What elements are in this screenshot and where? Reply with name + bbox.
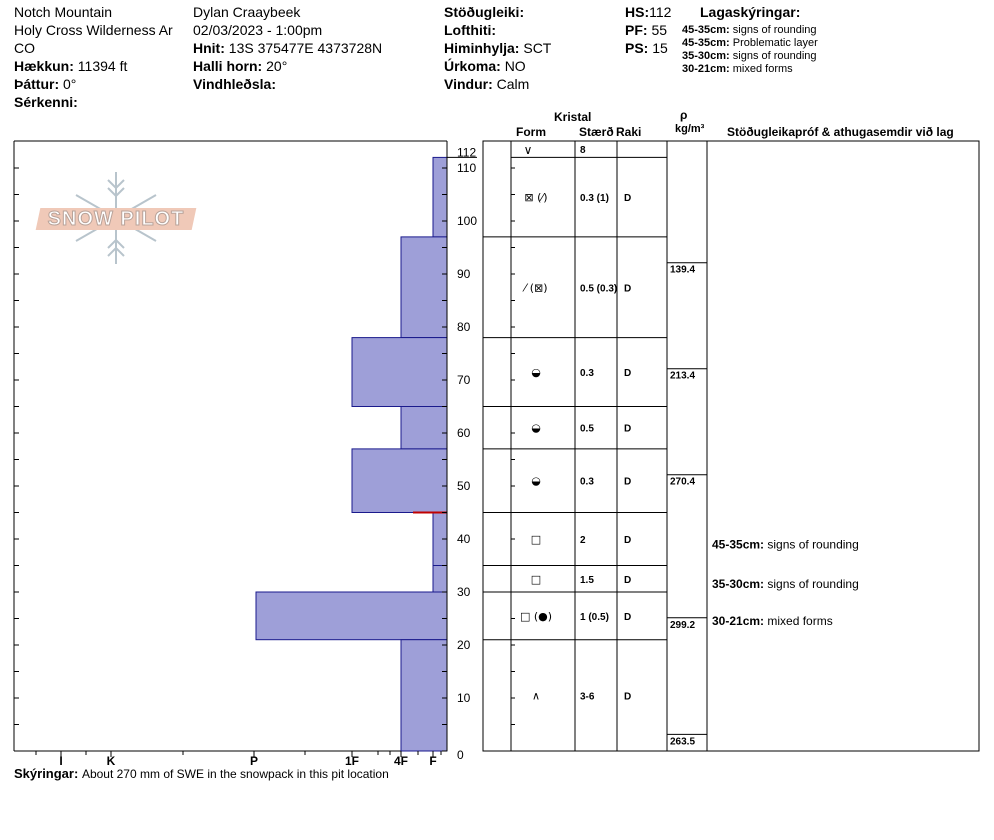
surface-form-icon: ∨ bbox=[523, 143, 533, 157]
hardness-bar bbox=[401, 237, 447, 338]
grain-size: 0.3 bbox=[580, 368, 594, 380]
density-value: 299.2 bbox=[670, 619, 696, 631]
aspect-label: Þáttur: bbox=[14, 76, 60, 92]
surface-size: 8 bbox=[580, 145, 586, 156]
grain-size: 2 bbox=[580, 535, 586, 546]
y-tick-label: 110 bbox=[457, 161, 477, 175]
slope-label: Halli horn: bbox=[193, 58, 263, 74]
col-density-unit: kg/m³ bbox=[675, 123, 705, 135]
y-tick-label: 80 bbox=[457, 320, 471, 334]
grain-form-icon: □ bbox=[530, 533, 542, 546]
hs-value: 112 bbox=[649, 4, 672, 20]
layer-comment-text: signs of rounding bbox=[767, 537, 859, 552]
y-tick-label: 70 bbox=[457, 373, 471, 387]
grain-form-icon: □ (●) bbox=[519, 609, 553, 623]
y-tick-label: 0 bbox=[457, 748, 464, 762]
layer-note-text: mixed forms bbox=[732, 63, 793, 75]
sky-value: SCT bbox=[523, 40, 552, 56]
y-tick-label: 90 bbox=[457, 267, 471, 281]
hardness-label: 1F bbox=[344, 754, 360, 768]
comments-label: Skýringar: bbox=[14, 766, 79, 781]
moisture: D bbox=[624, 368, 632, 380]
moisture: D bbox=[624, 476, 632, 488]
hardness-bar bbox=[352, 449, 447, 513]
grain-form-icon: ◒ bbox=[531, 366, 541, 380]
moisture: D bbox=[624, 423, 632, 435]
wind-value: Calm bbox=[496, 76, 530, 92]
coords-value: 13S 375477E 4373728N bbox=[228, 40, 383, 56]
hardness-label: P bbox=[249, 754, 259, 768]
layer-comment-range: 45-35cm: bbox=[712, 537, 768, 552]
y-tick-label: 60 bbox=[457, 426, 471, 440]
pf-value: 55 bbox=[651, 22, 668, 38]
y-tick-label: 50 bbox=[457, 479, 471, 493]
moisture: D bbox=[624, 691, 632, 703]
grain-size: 0.3 (1) bbox=[580, 193, 609, 205]
datetime: 02/03/2023 - 1:00pm bbox=[193, 22, 323, 38]
hardness-bar bbox=[256, 592, 447, 640]
moisture: D bbox=[624, 535, 632, 546]
layer-comment-text: mixed forms bbox=[767, 614, 833, 629]
layer-note-range: 35-30cm: bbox=[682, 50, 730, 62]
comments-text: About 270 mm of SWE in the snowpack in this pit location bbox=[81, 767, 389, 781]
sky-label: Himinhylja: bbox=[444, 40, 520, 56]
layer-comment-range: 30-21cm: bbox=[712, 614, 768, 629]
y-tick-label: 20 bbox=[457, 638, 471, 652]
density-value: 213.4 bbox=[670, 370, 696, 382]
logo-text: SNOW PILOT bbox=[47, 208, 185, 230]
footer-comments bbox=[14, 766, 389, 781]
layer-note-range: 30-21cm: bbox=[682, 63, 730, 75]
hs-label: HS: bbox=[625, 4, 650, 20]
col-size: Stærð bbox=[579, 125, 614, 139]
coords-label: Hnit: bbox=[193, 40, 225, 56]
hardness-bar bbox=[401, 407, 447, 449]
precip-label: Úrkoma: bbox=[444, 58, 501, 74]
grain-form-icon: ⁄ (⊠) bbox=[524, 281, 548, 295]
col-rho: ρ bbox=[680, 108, 688, 122]
layer-comment-range: 35-30cm: bbox=[712, 577, 768, 592]
elevation-value: 11394 ft bbox=[77, 58, 128, 74]
y-tick-label: 40 bbox=[457, 532, 471, 546]
grain-size: 0.5 bbox=[580, 423, 594, 435]
y-tick-label: 30 bbox=[457, 585, 471, 599]
aspect-value: 0° bbox=[63, 76, 77, 92]
moisture: D bbox=[624, 611, 632, 623]
moisture: D bbox=[624, 283, 632, 295]
range: Holy Cross Wilderness Ar bbox=[14, 22, 173, 38]
col-crystal: Kristal bbox=[554, 110, 592, 124]
hardness-label: K bbox=[106, 754, 116, 768]
y-tick-label: 10 bbox=[457, 691, 471, 705]
hardness-bar bbox=[433, 566, 447, 593]
air-temp-label: Lofthiti: bbox=[444, 22, 497, 38]
hardness-bar bbox=[433, 157, 447, 237]
grain-form-icon: □ bbox=[530, 572, 542, 586]
slope-value: 20° bbox=[266, 58, 288, 74]
grain-form-icon: ◒ bbox=[531, 474, 541, 488]
ps-label: PS: bbox=[625, 40, 649, 56]
y-tick-label: 100 bbox=[457, 214, 478, 228]
layer-comment bbox=[712, 577, 859, 591]
stability-label: Stöðugleiki: bbox=[444, 4, 525, 20]
grain-size: 1 (0.5) bbox=[580, 611, 609, 623]
y-tick-label: 112 bbox=[457, 145, 477, 160]
grain-size: 3-6 bbox=[580, 691, 595, 703]
features-label: Sérkenni: bbox=[14, 94, 78, 110]
hardness-label: I bbox=[59, 754, 63, 768]
table-frame bbox=[483, 141, 979, 751]
location: Notch Mountain bbox=[14, 4, 113, 20]
moisture: D bbox=[624, 574, 632, 586]
layer-note-range: 45-35cm: bbox=[682, 37, 730, 49]
col-tests: Stöðugleikapróf & athugasemdir við lag bbox=[727, 125, 954, 139]
precip-value: NO bbox=[504, 58, 526, 74]
hardness-label: 4F bbox=[393, 754, 409, 768]
density-value: 270.4 bbox=[670, 476, 696, 488]
layer-notes-title: Lagaskýringar: bbox=[700, 4, 801, 20]
grain-form-icon: ⊠ (⁄) bbox=[524, 191, 548, 205]
density-value: 263.5 bbox=[670, 736, 696, 748]
col-form: Form bbox=[516, 125, 546, 139]
grain-form-icon: ∧ bbox=[531, 689, 541, 703]
grain-size: 1.5 bbox=[580, 574, 594, 586]
layer-comment bbox=[712, 537, 859, 551]
layer-note-text: Problematic layer bbox=[732, 37, 818, 49]
hardness-bar bbox=[352, 338, 447, 407]
layer-note-range: 45-35cm: bbox=[682, 24, 730, 36]
wind-loading-label: Vindhleðsla: bbox=[193, 76, 276, 92]
col-moisture: Raki bbox=[616, 125, 642, 139]
layer-comment bbox=[712, 614, 833, 628]
pf-label: PF: bbox=[625, 22, 648, 38]
ps-value: 15 bbox=[652, 40, 668, 56]
layer-note-text: signs of rounding bbox=[732, 24, 817, 36]
hardness-bar bbox=[401, 640, 447, 751]
observer: Dylan Craaybeek bbox=[193, 4, 301, 20]
grain-form-icon: ◒ bbox=[531, 421, 541, 435]
state: CO bbox=[14, 40, 35, 56]
layer-note-text: signs of rounding bbox=[732, 50, 817, 62]
grain-size: 0.5 (0.3) bbox=[580, 283, 618, 295]
grain-size: 0.3 bbox=[580, 476, 594, 488]
hardness-label: F bbox=[429, 754, 437, 768]
layer-comment-text: signs of rounding bbox=[767, 577, 859, 592]
density-value: 139.4 bbox=[670, 264, 696, 276]
wind-label: Vindur: bbox=[444, 76, 493, 92]
moisture: D bbox=[624, 193, 632, 205]
elevation-label: Hækkun: bbox=[14, 58, 74, 74]
